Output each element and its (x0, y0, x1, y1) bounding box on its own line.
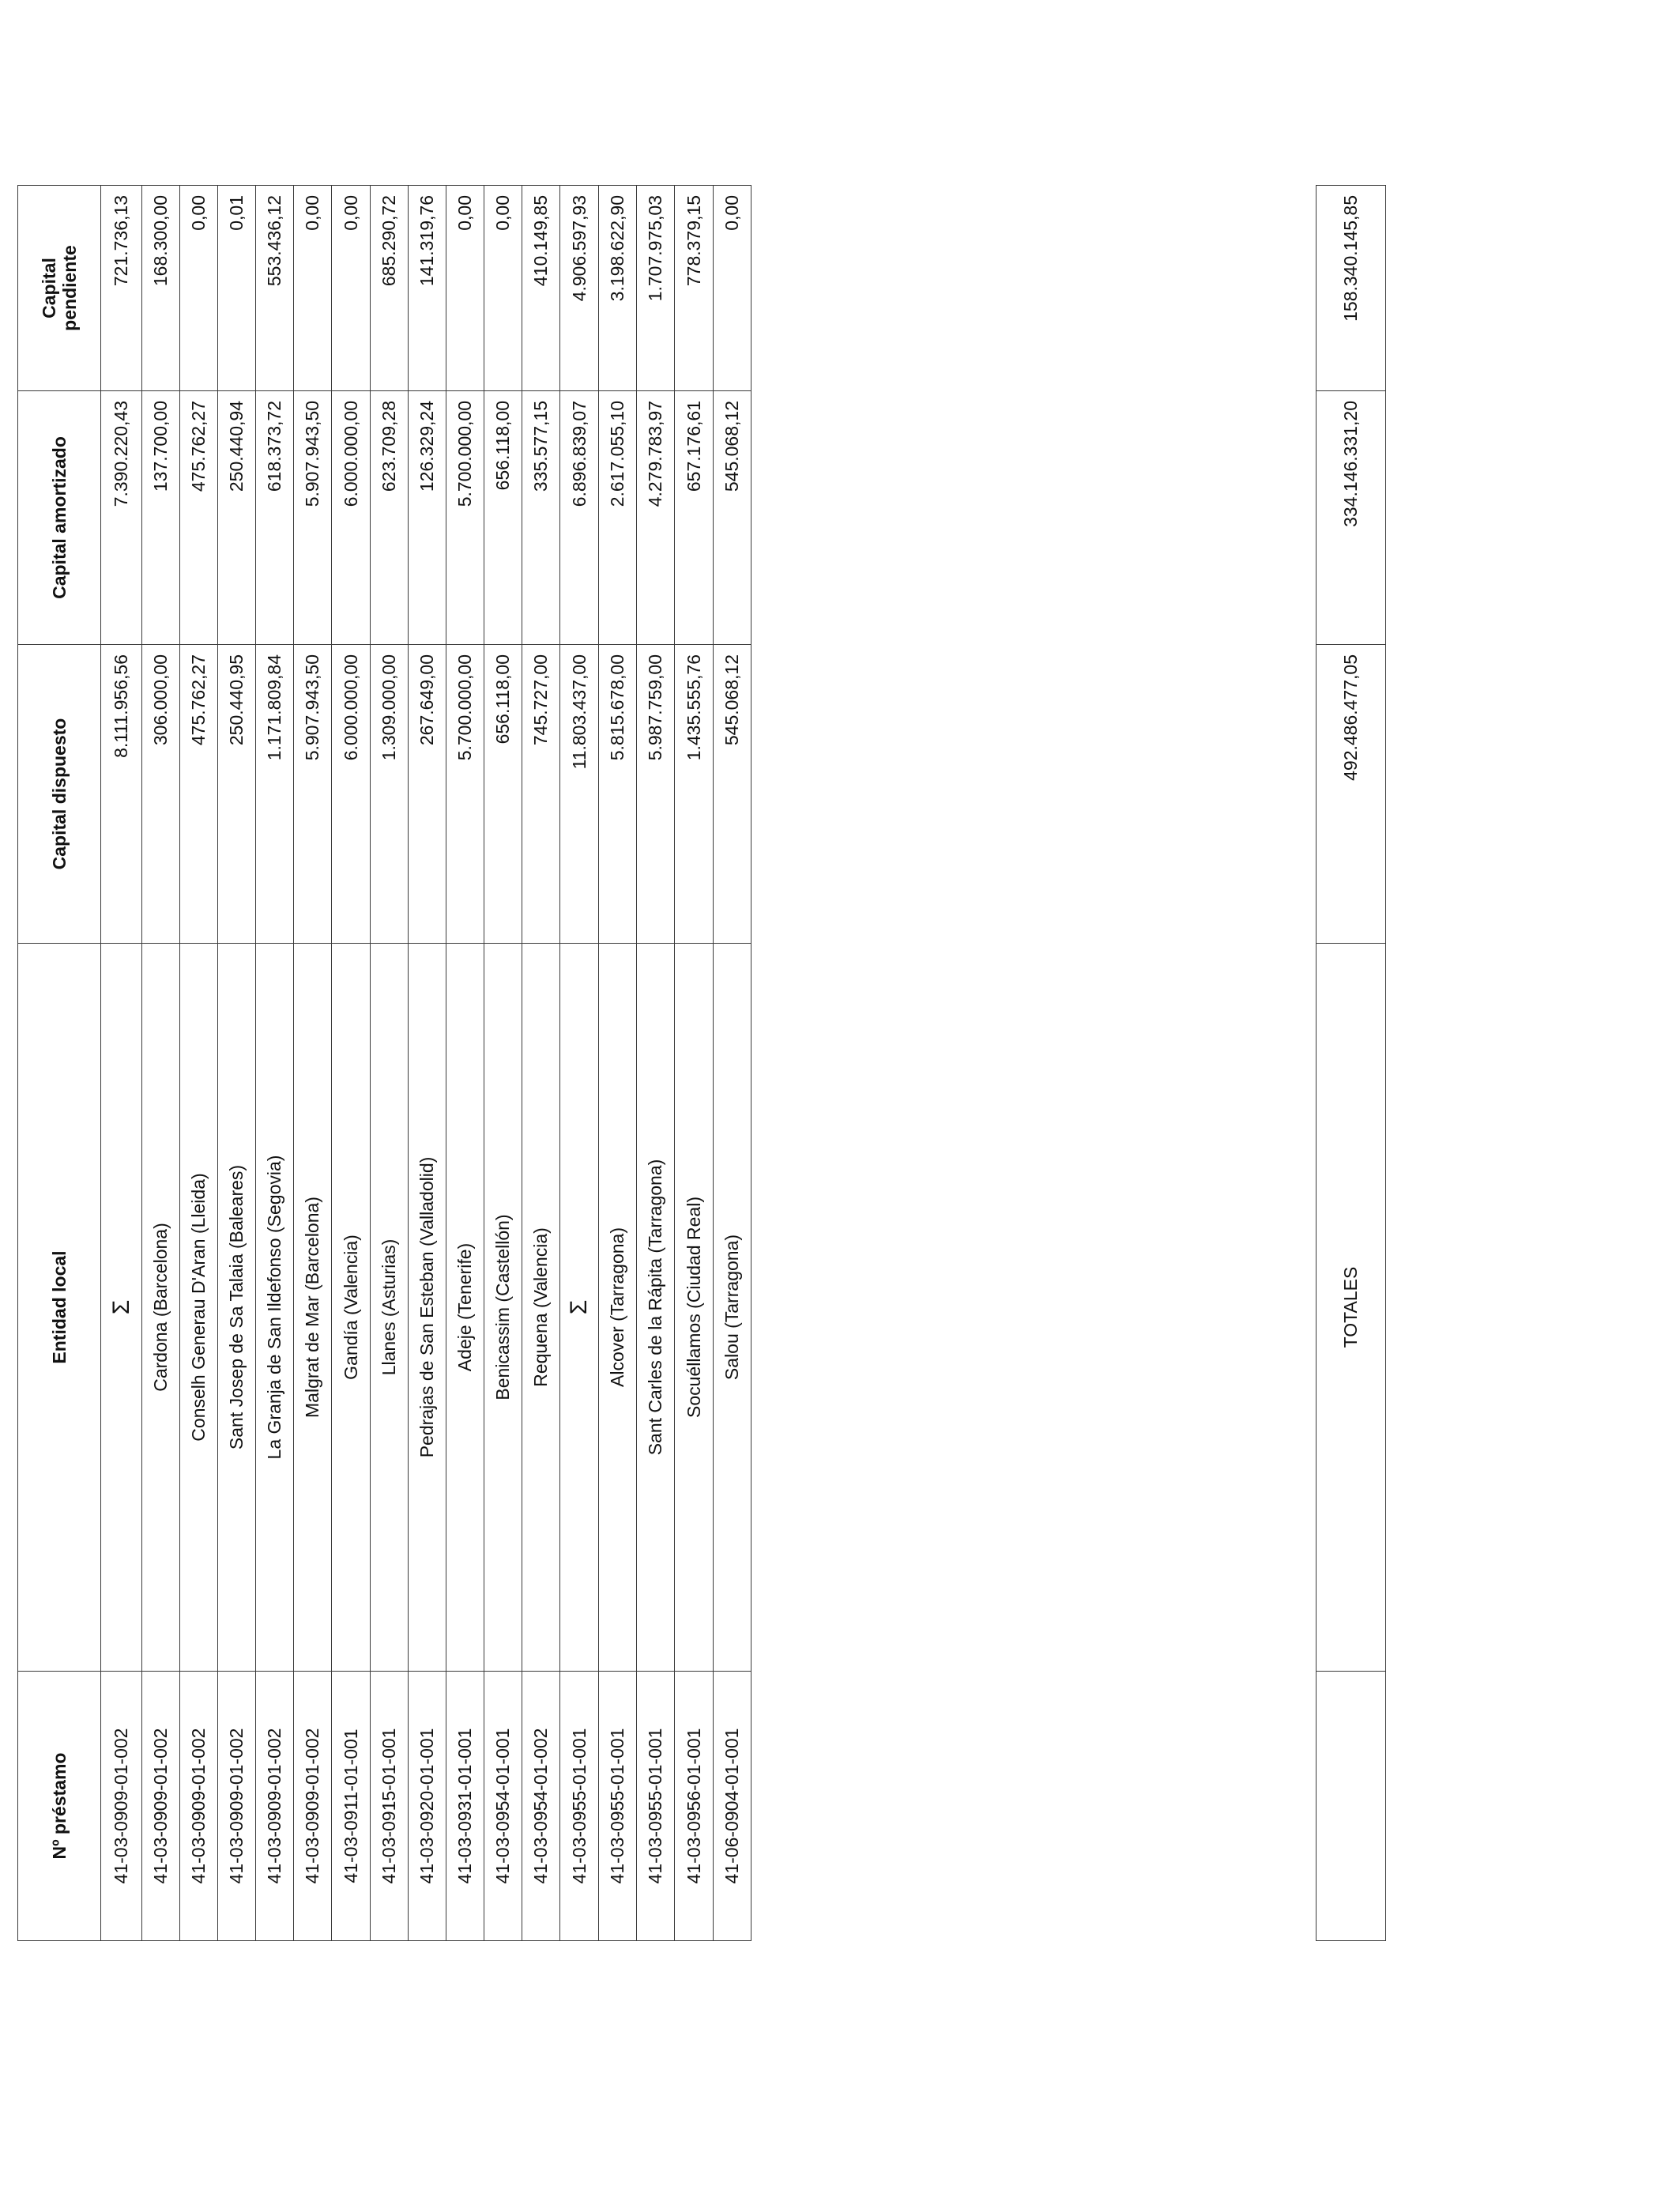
row-entidad: La Granja de San Ildefonso (Segovia) (256, 944, 294, 1672)
row-entidad: Σ (101, 944, 142, 1672)
table-row (371, 186, 409, 1941)
row-pendiente: 0,00 (294, 186, 332, 391)
header-amortizado: Capital amortizado (18, 391, 101, 645)
row-num: 41-03-0954-01-002 (522, 1672, 560, 1941)
table-row (637, 186, 675, 1941)
row-pendiente: 410.149,85 (522, 186, 560, 391)
loan-table (17, 185, 751, 1941)
row-amortizado: 5.700.000,00 (446, 391, 484, 645)
row-pendiente: 685.290,72 (371, 186, 409, 391)
row-amortizado: 545.068,12 (714, 391, 751, 645)
row-amortizado: 656.118,00 (484, 391, 522, 645)
header-entidad: Entidad local (18, 944, 101, 1672)
row-amortizado: 6.896.839,07 (560, 391, 599, 645)
row-pendiente: 0,00 (484, 186, 522, 391)
row-pendiente: 1.707.975,03 (637, 186, 675, 391)
row-entidad: Sant Carles de la Rápita (Tarragona) (637, 944, 675, 1672)
row-num: 41-03-0956-01-001 (675, 1672, 714, 1941)
row-num: 41-03-0909-01-002 (294, 1672, 332, 1941)
row-num: 41-03-0909-01-002 (180, 1672, 218, 1941)
row-amortizado: 4.279.783,97 (637, 391, 675, 645)
row-num: 41-06-0904-01-001 (714, 1672, 751, 1941)
row-entidad: Salou (Tarragona) (714, 944, 751, 1672)
row-entidad: Sant Josep de Sa Talaia (Baleares) (218, 944, 256, 1672)
table-row (409, 186, 446, 1941)
row-dispuesto: 5.907.943,50 (294, 645, 332, 944)
row-num: 41-03-0909-01-002 (142, 1672, 180, 1941)
header-pendiente: Capital pendiente (18, 186, 101, 391)
row-num: 41-03-0955-01-001 (560, 1672, 599, 1941)
row-dispuesto: 1.171.809,84 (256, 645, 294, 944)
totals-dispuesto: 492.486.477,05 (1317, 645, 1386, 944)
row-pendiente: 4.906.597,93 (560, 186, 599, 391)
row-pendiente: 721.736,13 (101, 186, 142, 391)
row-dispuesto: 306.000,00 (142, 645, 180, 944)
table-row (675, 186, 714, 1941)
row-amortizado: 623.709,28 (371, 391, 409, 645)
row-pendiente: 778.379,15 (675, 186, 714, 391)
table-row (446, 186, 484, 1941)
table-row (484, 186, 522, 1941)
row-pendiente: 0,00 (332, 186, 371, 391)
row-pendiente: 0,00 (446, 186, 484, 391)
row-entidad: Socuéllamos (Ciudad Real) (675, 944, 714, 1672)
row-amortizado: 335.577,15 (522, 391, 560, 645)
row-entidad: Pedrajas de San Esteban (Valladolid) (409, 944, 446, 1672)
table-row (180, 186, 218, 1941)
row-entidad: Cardona (Barcelona) (142, 944, 180, 1672)
row-dispuesto: 6.000.000,00 (332, 645, 371, 944)
row-num: 41-03-0909-01-002 (101, 1672, 142, 1941)
row-entidad: Llanes (Asturias) (371, 944, 409, 1672)
table-row (218, 186, 256, 1941)
row-num: 41-03-0909-01-002 (256, 1672, 294, 1941)
totals-num-cell (1317, 1672, 1386, 1941)
row-amortizado: 2.617.055,10 (599, 391, 637, 645)
row-dispuesto: 475.762,27 (180, 645, 218, 944)
row-entidad: Conselh Generau D'Aran (Lleida) (180, 944, 218, 1672)
row-amortizado: 250.440,94 (218, 391, 256, 645)
totals-row (1317, 186, 1386, 1941)
row-num: 41-03-0915-01-001 (371, 1672, 409, 1941)
row-dispuesto: 545.068,12 (714, 645, 751, 944)
row-dispuesto: 8.111.956,56 (101, 645, 142, 944)
header-row (18, 186, 101, 1941)
header-num: Nº préstamo (18, 1672, 101, 1941)
totals-pendiente: 158.340.145,85 (1317, 186, 1386, 391)
row-entidad: Gandía (Valencia) (332, 944, 371, 1672)
row-pendiente: 3.198.622,90 (599, 186, 637, 391)
row-entidad: Malgrat de Mar (Barcelona) (294, 944, 332, 1672)
row-amortizado: 137.700,00 (142, 391, 180, 645)
row-pendiente: 141.319,76 (409, 186, 446, 391)
row-dispuesto: 1.435.555,76 (675, 645, 714, 944)
table-row (101, 186, 142, 1941)
row-dispuesto: 267.649,00 (409, 645, 446, 944)
row-dispuesto: 1.309.000,00 (371, 645, 409, 944)
row-dispuesto: 5.700.000,00 (446, 645, 484, 944)
table-row (294, 186, 332, 1941)
row-pendiente: 0,01 (218, 186, 256, 391)
row-amortizado: 657.176,61 (675, 391, 714, 645)
row-pendiente: 0,00 (180, 186, 218, 391)
row-dispuesto: 11.803.437,00 (560, 645, 599, 944)
row-dispuesto: 5.987.759,00 (637, 645, 675, 944)
totals-table (1316, 185, 1386, 1941)
table-row (332, 186, 371, 1941)
row-amortizado: 126.329,24 (409, 391, 446, 645)
row-amortizado: 5.907.943,50 (294, 391, 332, 645)
row-num: 41-03-0911-01-001 (332, 1672, 371, 1941)
row-amortizado: 6.000.000,00 (332, 391, 371, 645)
row-entidad: Alcover (Tarragona) (599, 944, 637, 1672)
header-dispuesto: Capital dispuesto (18, 645, 101, 944)
row-num: 41-03-0920-01-001 (409, 1672, 446, 1941)
table-row (560, 186, 599, 1941)
table-row (522, 186, 560, 1941)
row-entidad: Adeje (Tenerife) (446, 944, 484, 1672)
table-row (599, 186, 637, 1941)
row-pendiente: 0,00 (714, 186, 751, 391)
row-pendiente: 168.300,00 (142, 186, 180, 391)
row-amortizado: 475.762,27 (180, 391, 218, 645)
table-row (256, 186, 294, 1941)
totals-amortizado: 334.146.331,20 (1317, 391, 1386, 645)
row-amortizado: 7.390.220,43 (101, 391, 142, 645)
row-dispuesto: 656.118,00 (484, 645, 522, 944)
row-num: 41-03-0955-01-001 (637, 1672, 675, 1941)
row-num: 41-03-0954-01-001 (484, 1672, 522, 1941)
row-num: 41-03-0909-01-002 (218, 1672, 256, 1941)
row-amortizado: 618.373,72 (256, 391, 294, 645)
row-entidad: Benicassim (Castellón) (484, 944, 522, 1672)
row-pendiente: 553.436,12 (256, 186, 294, 391)
row-dispuesto: 250.440,95 (218, 645, 256, 944)
table-row (142, 186, 180, 1941)
row-num: 41-03-0955-01-001 (599, 1672, 637, 1941)
row-num: 41-03-0931-01-001 (446, 1672, 484, 1941)
totals-label: TOTALES (1317, 944, 1386, 1672)
row-dispuesto: 5.815.678,00 (599, 645, 637, 944)
row-dispuesto: 745.727,00 (522, 645, 560, 944)
table-row (714, 186, 751, 1941)
row-entidad: Requena (Valencia) (522, 944, 560, 1672)
row-entidad: Σ (560, 944, 599, 1672)
